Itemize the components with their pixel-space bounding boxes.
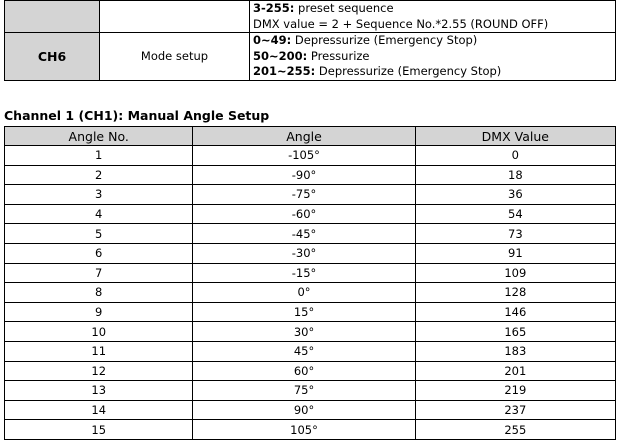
description-line: DMX value = 2 + Sequence No.*2.55 (ROUND OFF) (253, 16, 549, 31)
angle-cell: 45° (193, 341, 415, 361)
channel-cell: CH6 (5, 33, 100, 81)
angle-table (4, 126, 616, 440)
table-row (5, 165, 616, 185)
table-row (5, 33, 616, 81)
angle-no-cell: 2 (5, 165, 193, 185)
table-row (5, 204, 616, 224)
table-row (5, 263, 616, 283)
angle-no-cell: 9 (5, 302, 193, 322)
channel-cell (5, 1, 100, 33)
dmx-value-cell: 54 (415, 204, 615, 224)
angle-no-cell: 11 (5, 341, 193, 361)
angle-no-cell: 3 (5, 185, 193, 205)
angle-cell: -15° (193, 263, 415, 283)
angle-cell: -45° (193, 224, 415, 244)
table-row (5, 420, 616, 440)
table-row (5, 243, 616, 263)
angle-cell: 105° (193, 420, 415, 440)
angle-no-cell: 5 (5, 224, 193, 244)
angle-table-body (5, 146, 616, 440)
table-row (5, 341, 616, 361)
dmx-value-cell: 237 (415, 400, 615, 420)
description-line: 0~49: Depressurize (Emergency Stop) (253, 33, 478, 47)
angle-cell: 75° (193, 381, 415, 401)
function-cell: Mode setup (100, 33, 250, 81)
dmx-value-cell: 255 (415, 420, 615, 440)
angle-cell: -90° (193, 165, 415, 185)
angle-cell: 60° (193, 361, 415, 381)
angle-no-cell: 12 (5, 361, 193, 381)
dmx-value-cell: 0 (415, 146, 615, 166)
angle-no-cell: 15 (5, 420, 193, 440)
channel-table (4, 0, 616, 81)
dmx-value-cell: 146 (415, 302, 615, 322)
dmx-value-cell: 183 (415, 341, 615, 361)
angle-no-cell: 8 (5, 283, 193, 303)
dmx-value-cell: 165 (415, 322, 615, 342)
table-row (5, 185, 616, 205)
function-cell (100, 1, 250, 33)
angle-cell: 15° (193, 302, 415, 322)
angle-cell: 30° (193, 322, 415, 342)
table-row (5, 361, 616, 381)
angle-no-cell: 13 (5, 381, 193, 401)
table-row (5, 322, 616, 342)
angle-no-cell: 14 (5, 400, 193, 420)
dmx-value-cell: 36 (415, 185, 615, 205)
description-cell (250, 33, 616, 81)
dmx-value-cell: 128 (415, 283, 615, 303)
dmx-value-cell: 109 (415, 263, 615, 283)
table-row (5, 1, 616, 33)
column-header-angle: Angle (193, 127, 415, 146)
table-row (5, 400, 616, 420)
angle-cell: -30° (193, 243, 415, 263)
angle-cell: -60° (193, 204, 415, 224)
dmx-value-cell: 201 (415, 361, 615, 381)
section-heading: Channel 1 (CH1): Manual Angle Setup (4, 108, 270, 123)
dmx-value-cell: 73 (415, 224, 615, 244)
column-header-dmx-value: DMX Value (415, 127, 615, 146)
angle-cell: 0° (193, 283, 415, 303)
description-line: 201~255: Depressurize (Emergency Stop) (253, 64, 502, 78)
description-line: 3-255: preset sequence (253, 1, 394, 15)
angle-no-cell: 1 (5, 146, 193, 166)
table-row (5, 381, 616, 401)
dmx-value-cell: 219 (415, 381, 615, 401)
dmx-value-cell: 91 (415, 243, 615, 263)
angle-cell: -105° (193, 146, 415, 166)
column-header-angle-no: Angle No. (5, 127, 193, 146)
angle-cell: -75° (193, 185, 415, 205)
table-row (5, 302, 616, 322)
table-header-row (5, 127, 616, 146)
table-row (5, 224, 616, 244)
angle-cell: 90° (193, 400, 415, 420)
table-row (5, 146, 616, 166)
angle-no-cell: 7 (5, 263, 193, 283)
description-cell (250, 1, 616, 33)
angle-no-cell: 6 (5, 243, 193, 263)
angle-no-cell: 10 (5, 322, 193, 342)
description-line: 50~200: Pressurize (253, 48, 370, 63)
angle-no-cell: 4 (5, 204, 193, 224)
table-row (5, 283, 616, 303)
dmx-value-cell: 18 (415, 165, 615, 185)
